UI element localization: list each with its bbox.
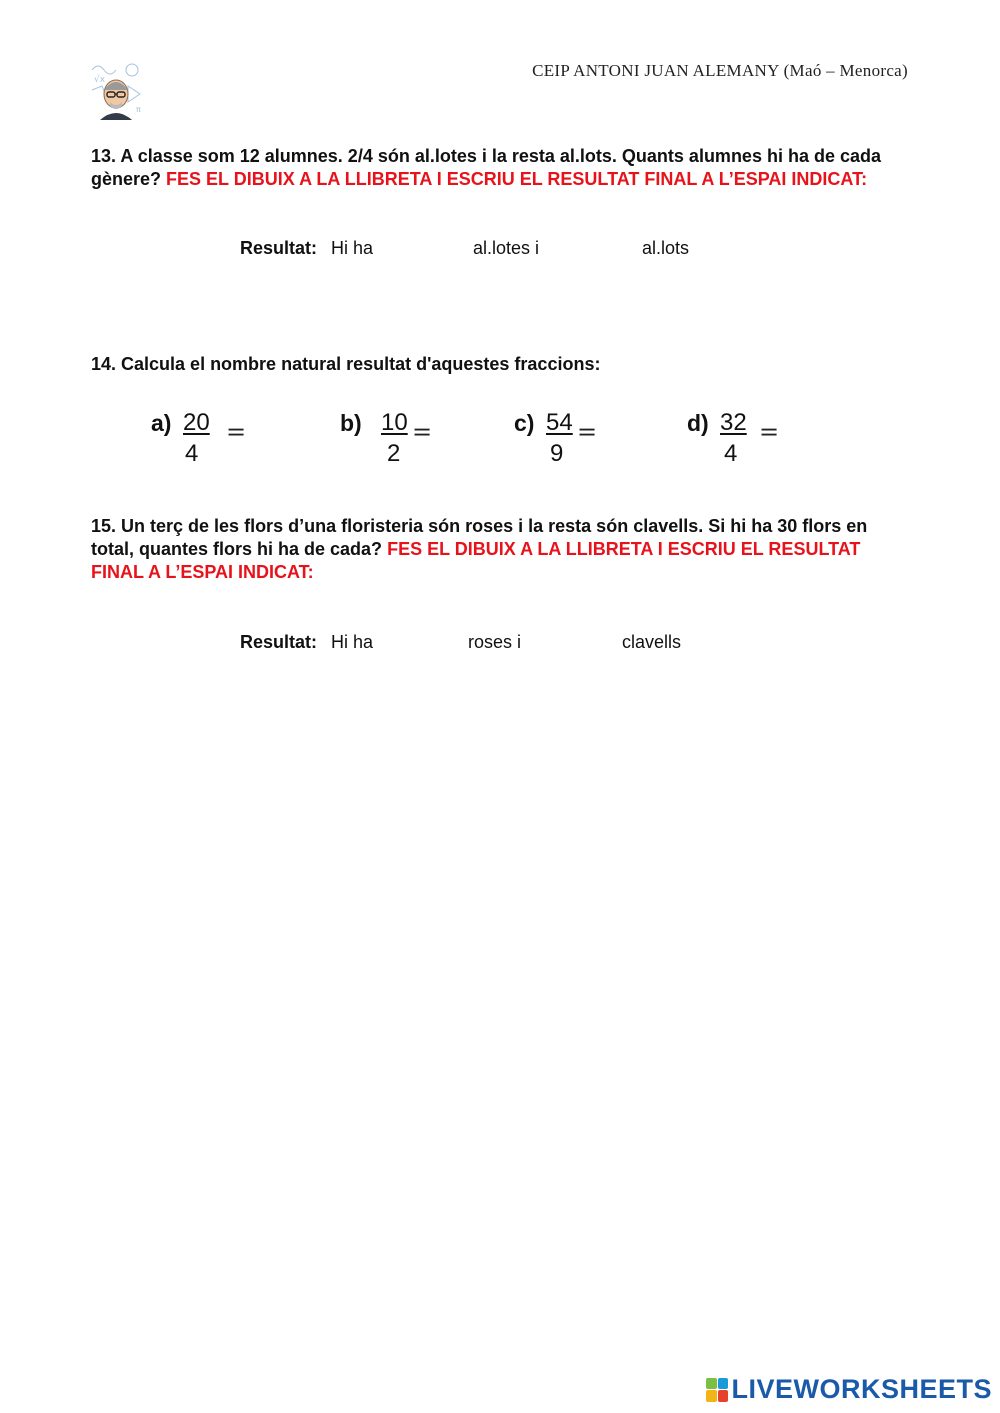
fraction-b-label: b)	[340, 410, 362, 436]
liveworksheets-brand	[706, 1374, 992, 1405]
fraction-c-numerator: 54	[546, 409, 573, 436]
question-14	[91, 353, 911, 376]
fraction-a-label: a)	[151, 410, 172, 436]
question-15-instruction: FES EL DIBUIX A LA LLIBRETA I ESCRIU EL RESULTAT FINAL A L’ESPAI INDICAT:	[91, 539, 861, 582]
brand-square	[718, 1390, 729, 1402]
liveworksheets-icon	[706, 1378, 728, 1402]
result-label: Resultat:	[240, 238, 318, 258]
question-13-instruction: FES EL DIBUIX A LA LLIBRETA I ESCRIU EL RESULTAT FINAL A L’ESPAI INDICAT:	[166, 169, 868, 189]
school-logo	[88, 60, 150, 120]
fraction-c-denominator: 9	[550, 440, 564, 467]
fraction-d-label: d)	[687, 410, 709, 436]
question-15-text: 15. Un terç de les flors d’una floristeria són roses i la resta són clavells. Si hi ha 30 flors en total, quantes flors hi ha de cada?	[91, 516, 868, 559]
brand-square	[706, 1390, 717, 1402]
fraction-a-denominator: 4	[185, 440, 199, 467]
svg-text:π: π	[136, 105, 141, 114]
svg-text:√x: √x	[94, 75, 106, 85]
fraction-a-equals: =	[226, 418, 247, 446]
question-15-result	[240, 631, 317, 653]
fraction-c-equals: =	[577, 418, 598, 446]
question-14-text: 14. Calcula el nombre natural resultat d'aquestes fraccions:	[91, 354, 601, 374]
brand-square	[706, 1378, 717, 1390]
result-text: Hi ha	[331, 632, 374, 652]
brand-square	[718, 1378, 729, 1390]
result-label: Resultat:	[240, 632, 318, 652]
fraction-b-denominator: 2	[387, 440, 401, 467]
question-13-result	[240, 237, 317, 259]
result-text: roses i	[468, 632, 522, 652]
fraction-b-numerator: 10	[381, 409, 408, 436]
fraction-c-label: c)	[514, 410, 535, 436]
question-13-text: 13. A classe som 12 alumnes. 2/4 són al.lotes i la resta al.lots. Quants alumnes hi ha de cada gènere?	[91, 146, 881, 189]
fraction-d-denominator: 4	[724, 440, 738, 467]
fraction-d-numerator: 32	[720, 409, 747, 436]
question-13	[91, 145, 911, 191]
result-text: Hi ha	[331, 238, 374, 258]
question-15	[91, 515, 911, 584]
fraction-a-numerator: 20	[183, 409, 210, 436]
fraction-d-equals: =	[759, 418, 780, 446]
fraction-b-equals: =	[412, 418, 433, 446]
result-text: clavells	[622, 632, 682, 652]
result-text: al.lots	[642, 238, 690, 258]
result-text: al.lotes i	[473, 238, 540, 258]
school-name: CEIP ANTONI JUAN ALEMANY (Maó – Menorca)	[532, 61, 908, 80]
liveworksheets-logo-text: LIVEWORKSHEETS	[731, 1374, 992, 1404]
